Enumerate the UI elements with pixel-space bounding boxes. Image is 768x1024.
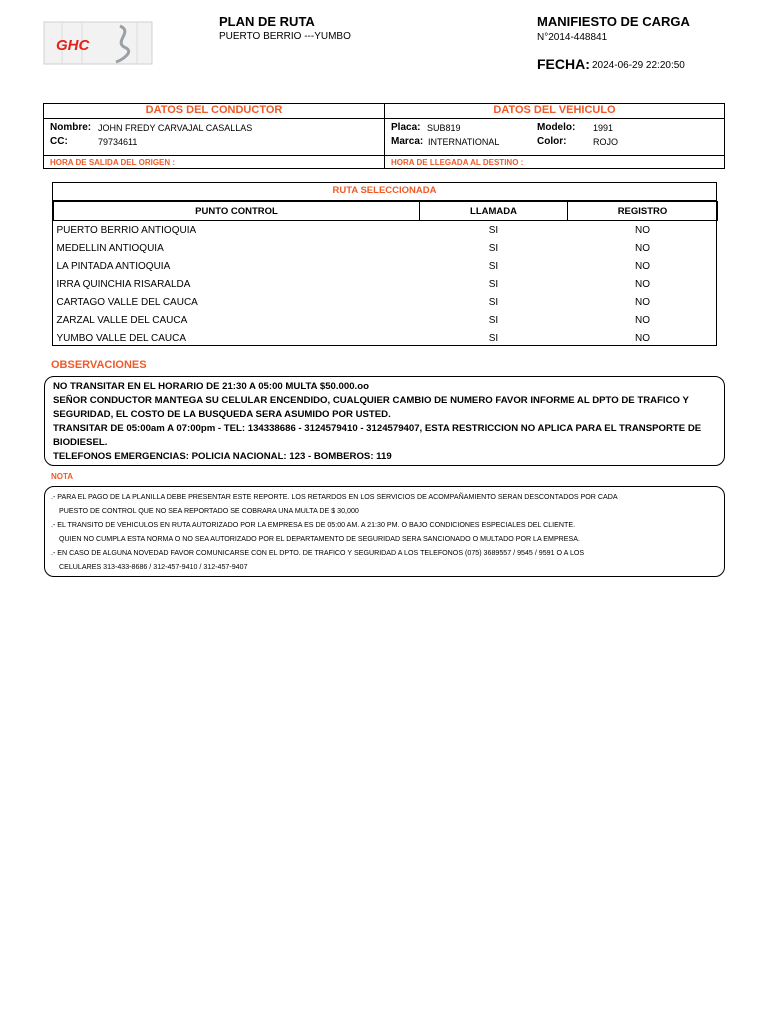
color-label: Color: <box>537 136 567 147</box>
table-row <box>54 275 718 293</box>
color-value: ROJO <box>593 137 619 147</box>
punto-cell: YUMBO VALLE DEL CAUCA <box>56 332 186 344</box>
route-table <box>53 201 718 347</box>
llamada-cell: SI <box>488 332 499 344</box>
table-row <box>54 311 718 329</box>
punto-cell: CARTAGO VALLE DEL CAUCA <box>56 296 198 308</box>
placa-label: Placa: <box>391 122 421 133</box>
driver-vehicle-panel <box>43 103 725 169</box>
placa-value: SUB819 <box>427 123 461 133</box>
nota-title: NOTA <box>51 472 74 481</box>
modelo-label: Modelo: <box>537 122 576 133</box>
punto-cell: PUERTO BERRIO ANTIOQUIA <box>56 224 197 236</box>
truck-container-logo-icon <box>42 20 154 66</box>
route-header-row <box>54 202 718 221</box>
registro-cell: NO <box>635 278 650 290</box>
obs-line: NO TRANSITAR EN EL HORARIO DE 21:30 A 05:00 MULTA $50.000.oo <box>53 381 369 392</box>
cc-value: 79734611 <box>98 137 138 147</box>
table-row <box>54 293 718 311</box>
registro-cell: NO <box>635 332 650 344</box>
conductor-title: DATOS DEL CONDUCTOR <box>145 104 283 116</box>
fecha-label: FECHA: <box>537 56 590 72</box>
modelo-value: 1991 <box>593 123 614 133</box>
observaciones-box <box>44 376 725 466</box>
nota-line: .- PARA EL PAGO DE LA PLANILLA DEBE PRESENTAR ESTE REPORTE. LOS RETARDOS EN LOS SERVICIOS DE ACOMPAÑAMIENTO SERAN DESCONTADOS POR CADA <box>51 493 618 501</box>
llamada-cell: SI <box>488 314 499 326</box>
ruta-title: RUTA SELECCIONADA <box>53 183 716 201</box>
table-row <box>54 239 718 257</box>
llamada-cell: SI <box>488 296 499 308</box>
nota-line: .- EL TRANSITO DE VEHICULOS EN RUTA AUTORIZADO POR LA EMPRESA ES DE 05:00 AM. A 21:30 PM. O BAJO CONDICIONES ESPECIALES DEL CLIENTE. <box>51 521 576 529</box>
nombre-label: Nombre: <box>50 122 92 133</box>
nota-box <box>44 486 725 577</box>
company-logo <box>42 20 154 66</box>
nota-line: QUIEN NO CUMPLA ESTA NORMA O NO SEA AUTORIZADO POR EL DEPARTAMENTO DE SEGURIDAD SERA SANCIONADO O MULTADO POR LA EMPRESA. <box>59 535 580 543</box>
manifest-number: N°2014-448841 <box>537 32 608 43</box>
obs-line: TRANSITAR DE 05:00am A 07:00pm - TEL: 134338686 - 3124579410 - 3124579407, ESTA RESTRICCION NO APLICA PARA EL TRANSPORTE DE BIODIESEL. <box>53 423 702 448</box>
llamada-cell: SI <box>488 278 499 290</box>
punto-cell: LA PINTADA ANTIOQUIA <box>56 260 171 272</box>
table-row <box>54 221 718 240</box>
observaciones-title: OBSERVACIONES <box>51 359 147 371</box>
punto-cell: IRRA QUINCHIA RISARALDA <box>56 278 191 290</box>
table-row <box>54 329 718 347</box>
nota-line: .- EN CASO DE ALGUNA NOVEDAD FAVOR COMUNICARSE CON EL DPTO. DE TRAFICO Y SEGURIDAD A LOS TELEFONOS (075) 3689557 / 9545 / 9591 O A LOS <box>51 549 585 557</box>
nota-line: CELULARES 313-433-8686 / 312-457-9410 / 312-457-9407 <box>59 563 248 571</box>
nota-line: PUESTO DE CONTROL QUE NO SEA REPORTADO SE COBRARA UNA MULTA DE $ 30,000 <box>59 507 359 515</box>
obs-line: TELEFONOS EMERGENCIAS: POLICIA NACIONAL: 123 - BOMBEROS: 119 <box>53 451 392 462</box>
fecha-value: 2024-06-29 22:20:50 <box>592 60 685 71</box>
punto-cell: ZARZAL VALLE DEL CAUCA <box>56 314 188 326</box>
registro-cell: NO <box>635 314 650 326</box>
plan-route: PUERTO BERRIO ---YUMBO <box>219 31 351 42</box>
llamada-cell: SI <box>488 260 499 272</box>
registro-cell: NO <box>635 224 650 236</box>
marca-value: INTERNATIONAL <box>428 137 500 147</box>
col-registro: REGISTRO <box>568 202 718 221</box>
llegada-label: HORA DE LLEGADA AL DESTINO : <box>391 158 524 167</box>
marca-label: Marca: <box>391 136 424 147</box>
punto-cell: MEDELLIN ANTIOQUIA <box>56 242 164 254</box>
col-punto-control: PUNTO CONTROL <box>54 202 420 221</box>
route-panel <box>52 182 717 346</box>
registro-cell: NO <box>635 260 650 272</box>
col-llamada: LLAMADA <box>420 202 568 221</box>
registro-cell: NO <box>635 296 650 308</box>
manifest-title: MANIFIESTO DE CARGA <box>537 14 690 29</box>
salida-label: HORA DE SALIDA DEL ORIGEN : <box>50 158 176 167</box>
table-row <box>54 257 718 275</box>
vehiculo-title: DATOS DEL VEHICULO <box>493 104 616 116</box>
nombre-value: JOHN FREDY CARVAJAL CASALLAS <box>98 123 253 133</box>
plan-title: PLAN DE RUTA <box>219 14 315 29</box>
llamada-cell: SI <box>488 242 499 254</box>
llamada-cell: SI <box>488 224 499 236</box>
cc-label: CC: <box>50 136 68 147</box>
obs-line: SEÑOR CONDUCTOR MANTEGA SU CELULAR ENCENDIDO, CUALQUIER CAMBIO DE NUMERO FAVOR INFORME AL DPTO DE TRAFICO Y SEGURIDAD, EL COSTO DE LA BUSQUEDA SERA ASUMIDO POR USTED. <box>53 395 689 420</box>
registro-cell: NO <box>635 242 650 254</box>
logo-text: GHC <box>56 37 90 54</box>
